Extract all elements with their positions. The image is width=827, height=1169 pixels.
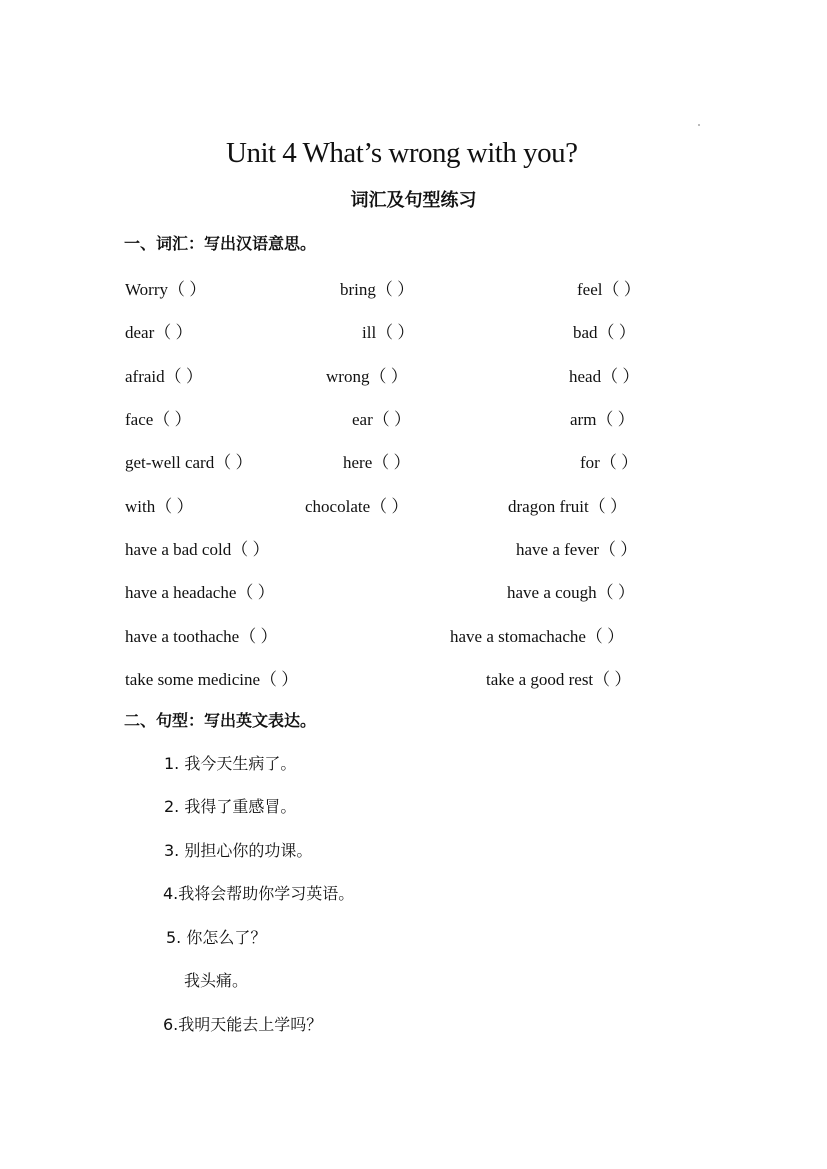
vocab-row: [0, 535, 827, 557]
vocab-item: face（ ）: [125, 410, 192, 429]
vocab-row: [0, 665, 827, 687]
sentence-item: 6.我明天能去上学吗？: [163, 1015, 323, 1034]
vocab-item: have a cough（ ）: [507, 583, 635, 602]
vocab-item: afraid（ ）: [125, 367, 203, 386]
section-2-heading: 二、句型：写出英文表达。: [124, 711, 317, 730]
vocab-row: [0, 362, 827, 384]
vocab-item: head（ ）: [569, 367, 640, 386]
vocab-item: have a fever（ ）: [516, 540, 638, 559]
vocab-row: [0, 448, 827, 470]
vocab-item: ear（ ）: [352, 410, 412, 429]
sentence-item: 4.我将会帮助你学习英语。: [163, 884, 355, 903]
vocab-item: for（ ）: [580, 453, 639, 472]
vocab-row: [0, 318, 827, 340]
vocab-item: dragon fruit（ ）: [508, 497, 627, 516]
vocab-item: take a good rest（ ）: [486, 670, 632, 689]
vocab-row: [0, 578, 827, 600]
vocab-row: [0, 275, 827, 297]
vocab-item: get-well card（ ）: [125, 453, 253, 472]
page-title: Unit 4 What’s wrong with you?: [226, 137, 578, 169]
vocab-row: [0, 492, 827, 514]
sentence-item: 2. 我得了重感冒。: [164, 797, 297, 816]
vocab-item: take some medicine（ ）: [125, 670, 299, 689]
vocab-item: here（ ）: [343, 453, 411, 472]
vocab-item: feel（ ）: [577, 280, 641, 299]
vocab-item: chocolate（ ）: [305, 497, 409, 516]
vocab-item: have a bad cold（ ）: [125, 540, 270, 559]
sentence-item: 3. 别担心你的功课。: [164, 841, 313, 860]
section-1-heading: 一、词汇：写出汉语意思。: [124, 234, 317, 253]
vocab-row: [0, 622, 827, 644]
vocab-item: bad（ ）: [573, 323, 636, 342]
vocab-item: bring（ ）: [340, 280, 415, 299]
vocab-item: with（ ）: [125, 497, 194, 516]
vocab-item: have a headache（ ）: [125, 583, 275, 602]
vocab-item: Worry（ ）: [125, 280, 207, 299]
speck-mark: [698, 124, 700, 126]
sentence-item: 1. 我今天生病了。: [164, 754, 297, 773]
sentence-item: 我头痛。: [184, 971, 249, 990]
vocab-item: arm（ ）: [570, 410, 635, 429]
vocab-item: have a toothache（ ）: [125, 627, 278, 646]
page-subtitle: 词汇及句型练习: [350, 190, 477, 211]
vocab-item: ill（ ）: [362, 323, 415, 342]
vocab-item: wrong（ ）: [326, 367, 408, 386]
vocab-item: dear（ ）: [125, 323, 193, 342]
sentence-item: 5. 你怎么了？: [166, 928, 267, 947]
vocab-item: have a stomachache（ ）: [450, 627, 625, 646]
vocab-row: [0, 405, 827, 427]
